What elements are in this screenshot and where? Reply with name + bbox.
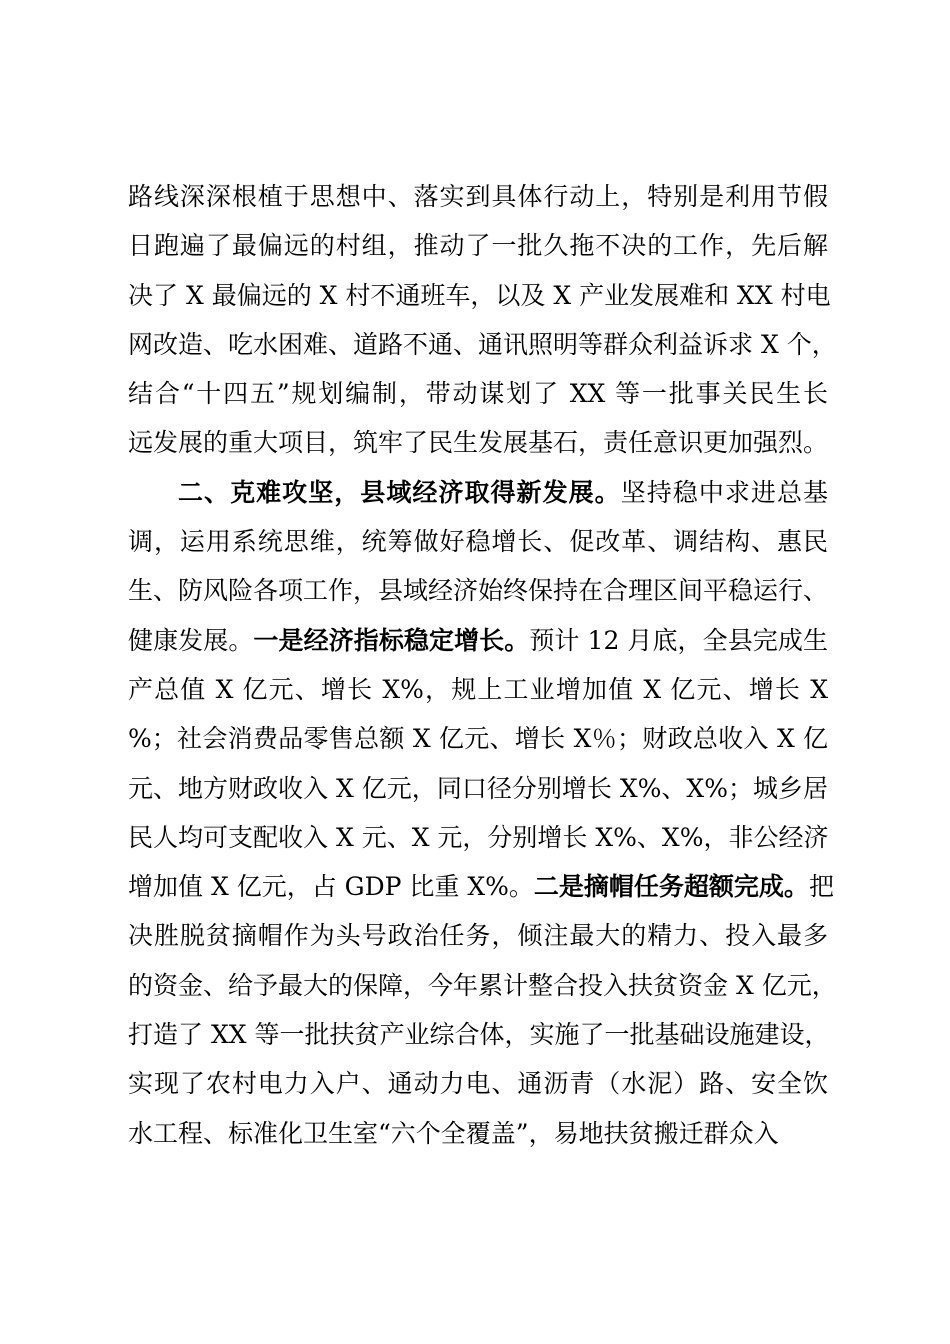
text-line: 民人均可支配收入 X 元、X 元，分别增长 X%、X%，非公经济	[128, 822, 829, 852]
point-heading-2: 二是摘帽任务超额完成。	[533, 872, 809, 902]
text-line: 远发展的重大项目，筑牢了民生发展基石，责任意识更加强烈。	[128, 428, 829, 458]
text-line: 日跑遍了最偏远的村组，推动了一批久拖不决的工作，先后解	[128, 231, 828, 261]
text-line	[128, 862, 834, 911]
text-line: 打造了 XX 等一批扶贫产业综合体，实施了一批基础设施建设，	[128, 1020, 830, 1050]
text-line: %；社会消费品零售总额 X 亿元、增长 X％；财政总收入 X 亿	[128, 724, 828, 754]
text-run: 增加值 X 亿元，占 GDP 比重 X%。	[128, 872, 534, 902]
point-heading-1: 一是经济指标稳定增长。	[253, 625, 530, 655]
text-line: 结合“十四五”规划编制，带动谋划了 XX 等一批事关民生长	[128, 379, 828, 409]
text-line	[128, 616, 828, 665]
text-run: 健康发展。	[128, 625, 254, 655]
text-line: 路线深深根植于思想中、落实到具体行动上，特别是利用节假	[128, 182, 828, 211]
text-line: 元、地方财政收入 X 亿元，同口径分别增长 X%、X%；城乡居	[128, 773, 828, 803]
text-line: 水工程、标准化卫生室“六个全覆盖”，易地扶贫搬迁群众入	[128, 1118, 779, 1148]
text-line: 生、防风险各项工作，县域经济始终保持在合理区间平稳运行、	[128, 576, 829, 606]
text-line: 网改造、吃水困难、道路不通、通讯照明等群众利益诉求 X 个，	[128, 329, 837, 359]
body-text	[128, 172, 837, 1158]
paragraph-1	[128, 172, 837, 468]
text-run: 坚持稳中求进总基	[620, 477, 828, 507]
text-run: 预计 12 月底，全县完成生	[529, 625, 828, 655]
text-line: 实现了农村电力入户、通动力电、通沥青（水泥）路、安全饮	[128, 1069, 828, 1099]
paragraph-2	[128, 468, 837, 1158]
text-line: 决胜脱贫摘帽作为头号政治任务，倾注最大的精力、投入最多	[128, 921, 828, 951]
text-line: 调，运用系统思维，统筹做好稳增长、促改革、调结构、惠民	[128, 527, 828, 557]
text-run: 把	[808, 872, 834, 902]
text-line: 产总值 X 亿元、增长 X%，规上工业增加值 X 亿元、增长 X	[128, 674, 828, 704]
text-line	[128, 468, 828, 517]
section-heading: 二、克难攻坚，县域经济取得新发展。	[178, 477, 621, 507]
text-line: 的资金、给予最大的保障，今年累计整合投入扶贫资金 X 亿元，	[128, 970, 837, 1000]
text-line: 决了 X 最偏远的 X 村不通班车，以及 X 产业发展难和 XX 村电	[128, 280, 831, 310]
